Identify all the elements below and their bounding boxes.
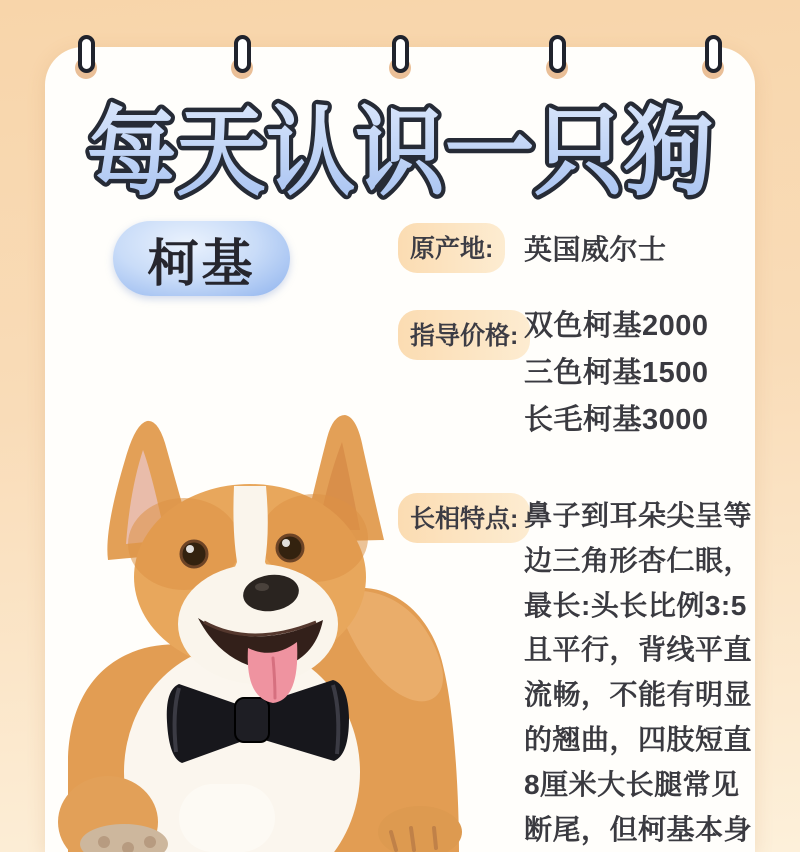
features-line: 流畅，不能有明显: [524, 679, 753, 711]
page-title: 每天认识一只狗: [87, 98, 713, 207]
features-text: [524, 494, 752, 852]
binder-pin-icon: [234, 35, 251, 73]
title-banner: [60, 76, 740, 216]
features-line: 且平行，背线平直: [524, 634, 753, 666]
price-line: 双色柯基2000: [524, 310, 709, 342]
breed-badge-label: 柯基: [147, 234, 256, 292]
binder-pin-icon: [549, 35, 566, 73]
binder-pin-icon: [78, 35, 95, 73]
binder-pin-icon: [392, 35, 409, 73]
features-line: 鼻子到耳朵尖呈等: [524, 500, 753, 531]
features-line: 最长:头长比例3:5: [524, 589, 747, 621]
features-line: 的翘曲，四肢短直: [524, 723, 753, 755]
origin-value: 英国威尔士: [524, 234, 667, 265]
features-label: 长相特点:: [398, 493, 530, 543]
binder-pin-icon: [705, 35, 722, 73]
breed-badge: [113, 221, 290, 296]
price-line: 长毛柯基3000: [524, 404, 709, 436]
origin-label: 原产地:: [398, 223, 505, 273]
price-line: 三色柯基1500: [524, 357, 709, 389]
features-line: 8厘米大长腿常见: [524, 768, 740, 800]
price-values: [524, 303, 709, 444]
features-line: 断尾，但柯基本身: [524, 813, 753, 845]
corgi-photo: [46, 412, 462, 852]
features-line: 边三角形杏仁眼，: [524, 544, 753, 576]
price-label: 指导价格:: [398, 310, 530, 360]
